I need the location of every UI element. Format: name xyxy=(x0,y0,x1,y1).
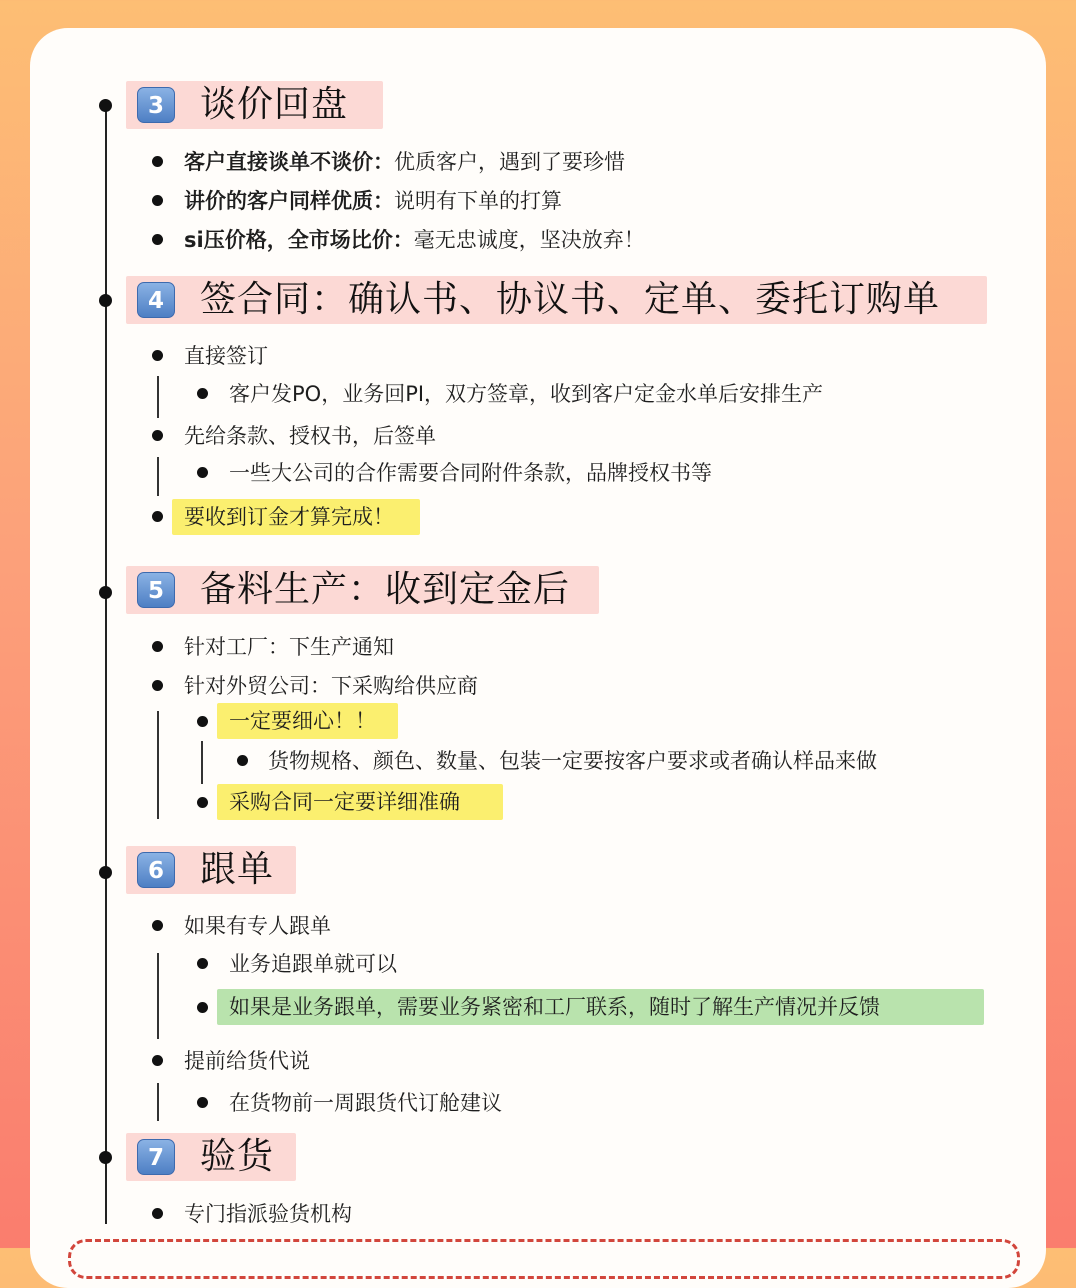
section-3-number-badge: 3 xyxy=(137,87,175,123)
sub-list-bullet xyxy=(197,388,208,399)
sub-sub-list-bullet xyxy=(237,755,248,766)
section-7-title: 验货 xyxy=(200,1136,275,1177)
sub-list-bullet xyxy=(197,797,208,808)
section-6-bullet xyxy=(99,866,112,879)
list-bullet xyxy=(152,350,163,361)
list-item: 客户直接谈单不谈价：优质客户，遇到了要珍惜 xyxy=(184,150,625,174)
list-item: 专门指派验货机构 xyxy=(184,1202,352,1226)
highlighted-item: 要收到订金才算完成！ xyxy=(184,505,394,529)
list-item: si压价格，全市场比价：毫无忠诚度，坚决放弃！ xyxy=(184,228,645,252)
section-5-number-badge: 5 xyxy=(137,572,175,608)
list-bullet xyxy=(152,920,163,931)
list-bullet xyxy=(152,1208,163,1219)
list-bullet xyxy=(152,641,163,652)
sub-list-item: 业务追跟单就可以 xyxy=(229,952,397,976)
list-bullet xyxy=(152,156,163,167)
section-7-bullet xyxy=(99,1151,112,1164)
section-6-number-badge: 6 xyxy=(137,852,175,888)
next-section-dashed-box xyxy=(68,1239,1020,1279)
sub-list-bullet xyxy=(197,958,208,969)
sub-list-line xyxy=(157,711,159,819)
section-4-title: 签合同：确认书、协议书、定单、委托订购单 xyxy=(200,279,941,320)
list-item: 先给条款、授权书，后签单 xyxy=(184,424,436,448)
sub-sub-list-item: 货物规格、颜色、数量、包装一定要按客户要求或者确认样品来做 xyxy=(268,749,877,773)
sub-list-item: 在货物前一周跟货代订舱建议 xyxy=(229,1091,502,1115)
timeline-line xyxy=(105,104,107,1224)
sub-list-bullet xyxy=(197,1002,208,1013)
list-bullet xyxy=(152,195,163,206)
highlighted-sub-item: 采购合同一定要详细准确 xyxy=(229,790,460,814)
sub-sub-list-line xyxy=(201,741,203,784)
section-3-bullet xyxy=(99,99,112,112)
sub-list-item: 客户发PO，业务回PI，双方签章，收到客户定金水单后安排生产 xyxy=(229,382,824,406)
section-3-title: 谈价回盘 xyxy=(200,84,349,125)
sub-list-bullet xyxy=(197,716,208,727)
list-item: 针对外贸公司：下采购给供应商 xyxy=(184,674,478,698)
list-bullet xyxy=(152,1055,163,1066)
section-4-bullet xyxy=(99,294,112,307)
section-5-title: 备料生产：收到定金后 xyxy=(200,569,571,610)
list-item: 如果有专人跟单 xyxy=(184,914,331,938)
list-bullet xyxy=(152,234,163,245)
section-5-bullet xyxy=(99,586,112,599)
section-6-title: 跟单 xyxy=(200,849,275,890)
list-bullet xyxy=(152,680,163,691)
sub-list-line xyxy=(157,376,159,418)
highlighted-sub-item: 一定要细心！！ xyxy=(229,709,376,733)
list-bullet xyxy=(152,430,163,441)
list-item: 讲价的客户同样优质：说明有下单的打算 xyxy=(184,189,562,213)
highlighted-sub-item: 如果是业务跟单，需要业务紧密和工厂联系，随时了解生产情况并反馈 xyxy=(229,995,880,1019)
sub-list-line xyxy=(157,457,159,496)
list-bullet xyxy=(152,511,163,522)
list-item: 提前给货代说 xyxy=(184,1049,310,1073)
section-4-number-badge: 4 xyxy=(137,282,175,318)
sub-list-bullet xyxy=(197,467,208,478)
sub-list-line xyxy=(157,953,159,1039)
sub-list-bullet xyxy=(197,1097,208,1108)
sub-list-line xyxy=(157,1083,159,1121)
list-item: 针对工厂：下生产通知 xyxy=(184,635,394,659)
list-item: 直接签订 xyxy=(184,344,268,368)
sub-list-item: 一些大公司的合作需要合同附件条款，品牌授权书等 xyxy=(229,461,712,485)
content-card xyxy=(30,28,1046,1288)
section-7-number-badge: 7 xyxy=(137,1139,175,1175)
